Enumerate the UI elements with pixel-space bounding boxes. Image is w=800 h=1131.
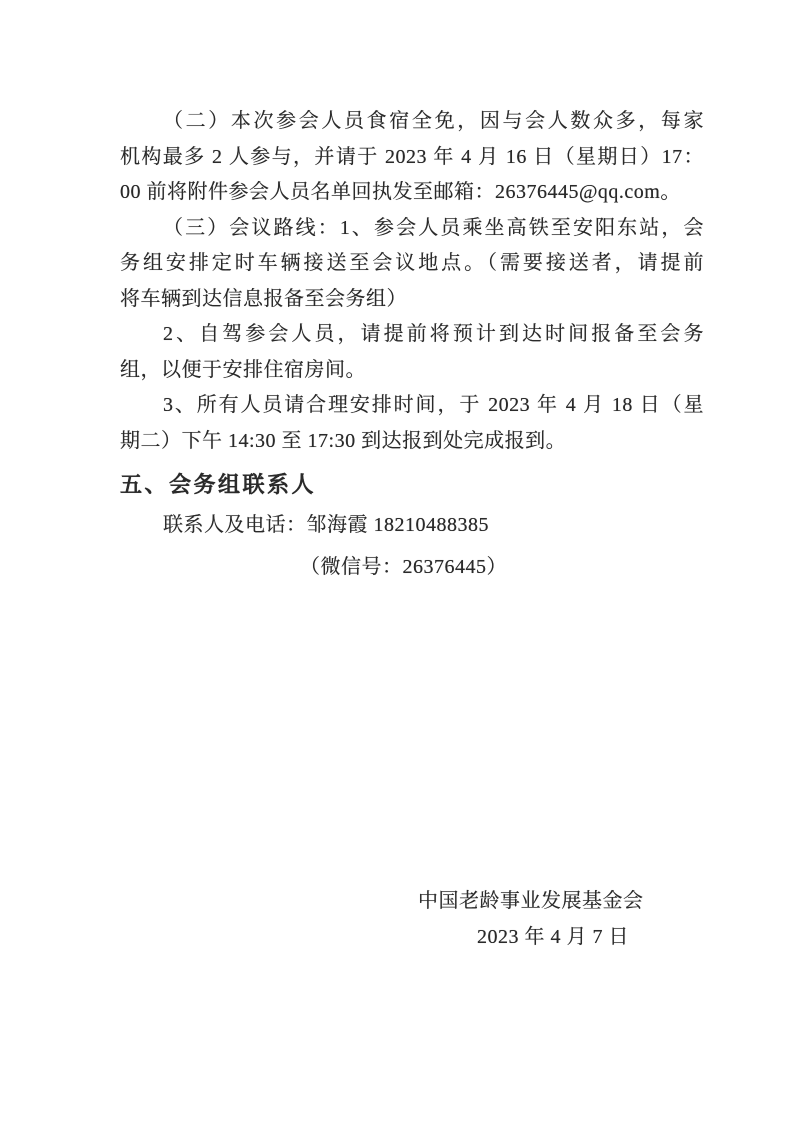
body-line-9: 3、所有人员请合理安排时间，于 2023 年 4 月 18 日（星 <box>163 394 704 416</box>
body-line-3: 00 前将附件参会人员名单回执发至邮箱：26376445@qq.com。 <box>120 181 681 203</box>
body-line-8: 组，以便于安排住宿房间。 <box>120 358 366 381</box>
signature-date: 2023 年 4 月 7 日 <box>477 925 629 948</box>
body-line-6: 将车辆到达信息报备至会务组） <box>120 287 407 310</box>
document-body <box>120 104 704 586</box>
body-line-10: 期二）下午 14:30 至 17:30 到达报到处完成报到。 <box>120 429 567 452</box>
body-line-1: （二）本次参会人员食宿全免，因与会人数众多，每家 <box>163 110 704 132</box>
contact-person-line: 联系人及电话：邹海霞 18210488385 <box>163 514 489 536</box>
body-line-7: 2、自驾参会人员，请提前将预计到达时间报备至会务 <box>163 323 704 345</box>
body-line-5: 务组安排定时车辆接送至会议地点。（需要接送者，请提前 <box>120 252 704 274</box>
body-line-2: 机构最多 2 人参与，并请于 2023 年 4 月 16 日（星期日）17： <box>120 145 704 168</box>
body-line-4: （三）会议路线：1、参会人员乘坐高铁至安阳东站，会 <box>163 216 704 239</box>
signature-organization: 中国老龄事业发展基金会 <box>418 890 644 912</box>
signature-block <box>418 884 644 955</box>
wechat-id-line: （微信号：26376445） <box>300 556 507 578</box>
section-heading-contacts: 五、会务组联系人 <box>120 472 317 497</box>
